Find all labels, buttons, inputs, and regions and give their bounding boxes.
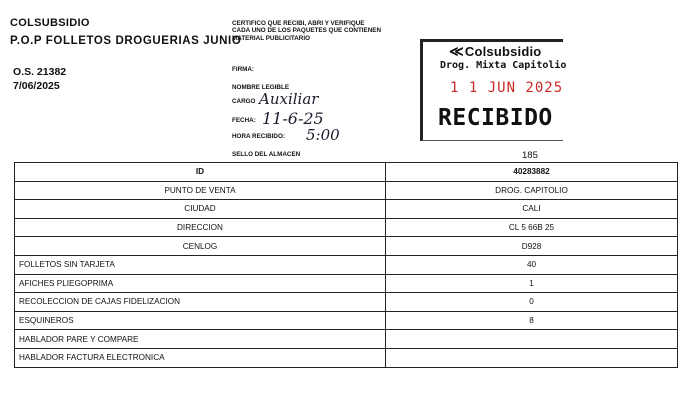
date-label: FECHA: [232, 117, 256, 124]
time-label: HORA RECIBIDO: [232, 133, 285, 140]
delivery-table [14, 162, 678, 368]
table-row [15, 293, 678, 312]
row-label: DIRECCION [15, 218, 386, 237]
stamp-date: 1 1 JUN 2025 [450, 80, 564, 96]
table-row [15, 274, 678, 293]
stamp-branch: Drog. Mixta Capitolio [440, 60, 567, 71]
table-row [15, 237, 678, 256]
table-row [15, 200, 678, 219]
company-name: COLSUBSIDIO [10, 17, 90, 29]
date-handwritten: 11-6-25 [262, 109, 324, 128]
row-label: HABLADOR FACTURA ELECTRONICA [15, 348, 386, 367]
position-handwritten: Auxiliar [259, 90, 319, 108]
table-row [15, 163, 678, 182]
table-row [15, 348, 678, 367]
box-number: 185 [522, 150, 538, 161]
row-label: ESQUINEROS [15, 311, 386, 330]
row-value: 8 [386, 311, 678, 330]
row-value: CL 5 66B 25 [386, 218, 678, 237]
row-value [386, 330, 678, 349]
row-label: ID [15, 163, 386, 182]
stamp-logo-text: Colsubsidio [464, 44, 542, 59]
table-row [15, 330, 678, 349]
certificate-text: CERTIFICO QUE RECIBI, ABRI Y VERIFIQUE CADA UNO DE LOS PAQUETES QUE CONTIENEN MATERIAL PUBLICITARIO [232, 20, 382, 42]
row-label: HABLADOR PARE Y COMPARE [15, 330, 386, 349]
table-row [15, 218, 678, 237]
order-date: 7/06/2025 [13, 80, 60, 92]
row-value: 0 [386, 293, 678, 312]
position-label: CARGO [232, 98, 256, 105]
store-seal-label: SELLO DEL ALMACEN [232, 151, 301, 158]
row-value: 1 [386, 274, 678, 293]
stamp-logo [449, 43, 541, 60]
time-handwritten: 5:00 [306, 126, 340, 144]
row-label: FOLLETOS SIN TARJETA [15, 255, 386, 274]
row-value: CALI [386, 200, 678, 219]
colsubsidio-logo-icon: ≪ [449, 43, 464, 59]
row-label: AFICHES PLIEGOPRIMA [15, 274, 386, 293]
row-value: DROG. CAPITOLIO [386, 181, 678, 200]
row-label: CIUDAD [15, 200, 386, 219]
document-title: P.O.P FOLLETOS DROGUERIAS JUNIO [10, 35, 242, 47]
table-row [15, 311, 678, 330]
row-value: D928 [386, 237, 678, 256]
table-row [15, 181, 678, 200]
signature-label: FIRMA: [232, 66, 255, 73]
row-label: PUNTO DE VENTA [15, 181, 386, 200]
table-row [15, 255, 678, 274]
row-value: 40283882 [386, 163, 678, 182]
row-label: CENLOG [15, 237, 386, 256]
row-value [386, 348, 678, 367]
row-label: RECOLECCION DE CAJAS FIDELIZACION [15, 293, 386, 312]
stamp-received: RECIBIDO [438, 105, 553, 131]
legible-name-label: NOMBRE LEGIBLE [232, 84, 290, 91]
row-value: 40 [386, 255, 678, 274]
order-number: O.S. 21382 [13, 66, 67, 78]
